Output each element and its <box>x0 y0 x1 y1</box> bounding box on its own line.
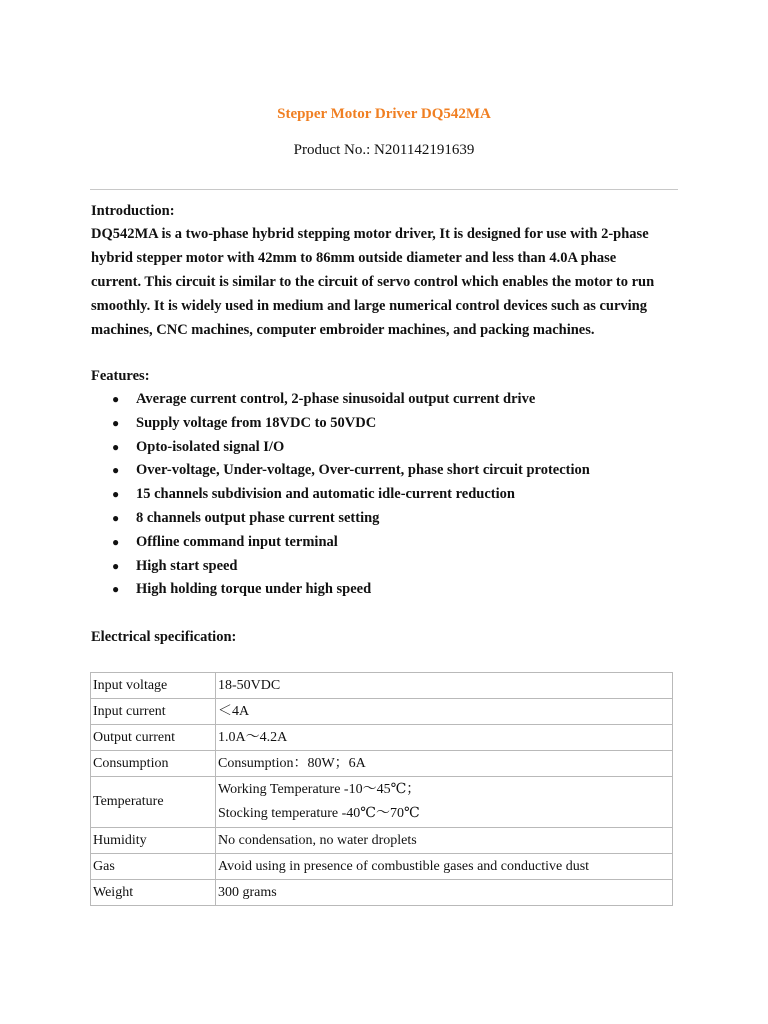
bullet-icon: ● <box>112 415 120 430</box>
table-row <box>91 673 673 699</box>
spec-key: Input voltage <box>91 673 216 699</box>
spec-key: Consumption <box>91 751 216 777</box>
introduction-line: hybrid stepper motor with 42mm to 86mm outside diameter and less than 4.0A phase <box>91 250 617 266</box>
spec-key: Output current <box>91 725 216 751</box>
spec-value: ＜4A <box>216 699 673 725</box>
spec-key: Input current <box>91 699 216 725</box>
spec-value-line: Stocking temperature -40℃～70℃ <box>218 806 420 821</box>
spec-value-line: Working Temperature -10～45℃； <box>218 782 421 797</box>
electrical-spec-heading: Electrical specification: <box>91 629 237 645</box>
horizontal-divider <box>90 189 678 190</box>
list-item <box>91 532 590 556</box>
feature-text: 15 channels subdivision and automatic idle-current reduction <box>136 486 515 503</box>
introduction-line: current. This circuit is similar to the circuit of servo control which enables the motor to run <box>91 274 655 290</box>
list-item <box>91 579 590 603</box>
feature-text: Opto-isolated signal I/O <box>136 438 285 455</box>
bullet-icon: ● <box>112 534 120 549</box>
bullet-icon: ● <box>112 392 120 406</box>
list-item <box>91 484 590 508</box>
list-item <box>91 437 590 461</box>
list-item <box>91 460 590 484</box>
introduction-line: smoothly. It is widely used in medium and large numerical control devices such as curving <box>91 298 647 314</box>
table-row <box>91 699 673 725</box>
introduction-paragraph <box>91 222 681 342</box>
spec-value <box>216 777 673 828</box>
features-heading: Features: <box>91 368 150 384</box>
list-item <box>91 413 590 437</box>
bullet-icon: ● <box>112 510 120 525</box>
document-title: Stepper Motor Driver DQ542MA <box>277 106 491 122</box>
bullet-icon: ● <box>112 582 120 597</box>
feature-text: Over-voltage, Under-voltage, Over-current, phase short circuit protection <box>136 462 590 479</box>
table-row <box>91 751 673 777</box>
spec-value: 300 grams <box>216 880 673 906</box>
feature-text: Supply voltage from 18VDC to 50VDC <box>136 414 377 431</box>
introduction-line: machines, CNC machines, computer embroider machines, and packing machines. <box>91 322 595 338</box>
feature-text: Offline command input terminal <box>136 533 338 550</box>
electrical-spec-table <box>90 672 673 906</box>
feature-text: 8 channels output phase current setting <box>136 509 380 526</box>
spec-key: Gas <box>91 854 216 880</box>
product-number: Product No.: N201142191639 <box>293 142 475 158</box>
spec-key: Humidity <box>91 828 216 854</box>
features-list <box>91 389 590 603</box>
table-row <box>91 854 673 880</box>
table-row <box>91 725 673 751</box>
bullet-icon: ● <box>112 463 120 478</box>
feature-text: High holding torque under high speed <box>136 581 372 598</box>
feature-text: Average current control, 2-phase sinusoidal output current drive <box>136 391 536 407</box>
introduction-heading: Introduction: <box>91 203 175 219</box>
feature-text: High start speed <box>136 557 238 574</box>
spec-key: Temperature <box>91 777 216 828</box>
spec-value: 1.0A～4.2A <box>216 725 673 751</box>
bullet-icon: ● <box>112 487 120 502</box>
introduction-line: DQ542MA is a two-phase hybrid stepping motor driver, It is designed for use with 2-phase <box>91 226 649 242</box>
table-row <box>91 828 673 854</box>
table-row <box>91 777 673 828</box>
spec-value: 18-50VDC <box>216 673 673 699</box>
bullet-icon: ● <box>112 439 120 454</box>
spec-value: Consumption：80W；6A <box>216 751 673 777</box>
spec-value: Avoid using in presence of combustible gases and conductive dust <box>216 854 673 880</box>
table-row <box>91 880 673 906</box>
list-item <box>91 508 590 532</box>
list-item <box>91 389 590 413</box>
bullet-icon: ● <box>112 558 120 573</box>
list-item <box>91 556 590 580</box>
spec-value: No condensation, no water droplets <box>216 828 673 854</box>
spec-key: Weight <box>91 880 216 906</box>
